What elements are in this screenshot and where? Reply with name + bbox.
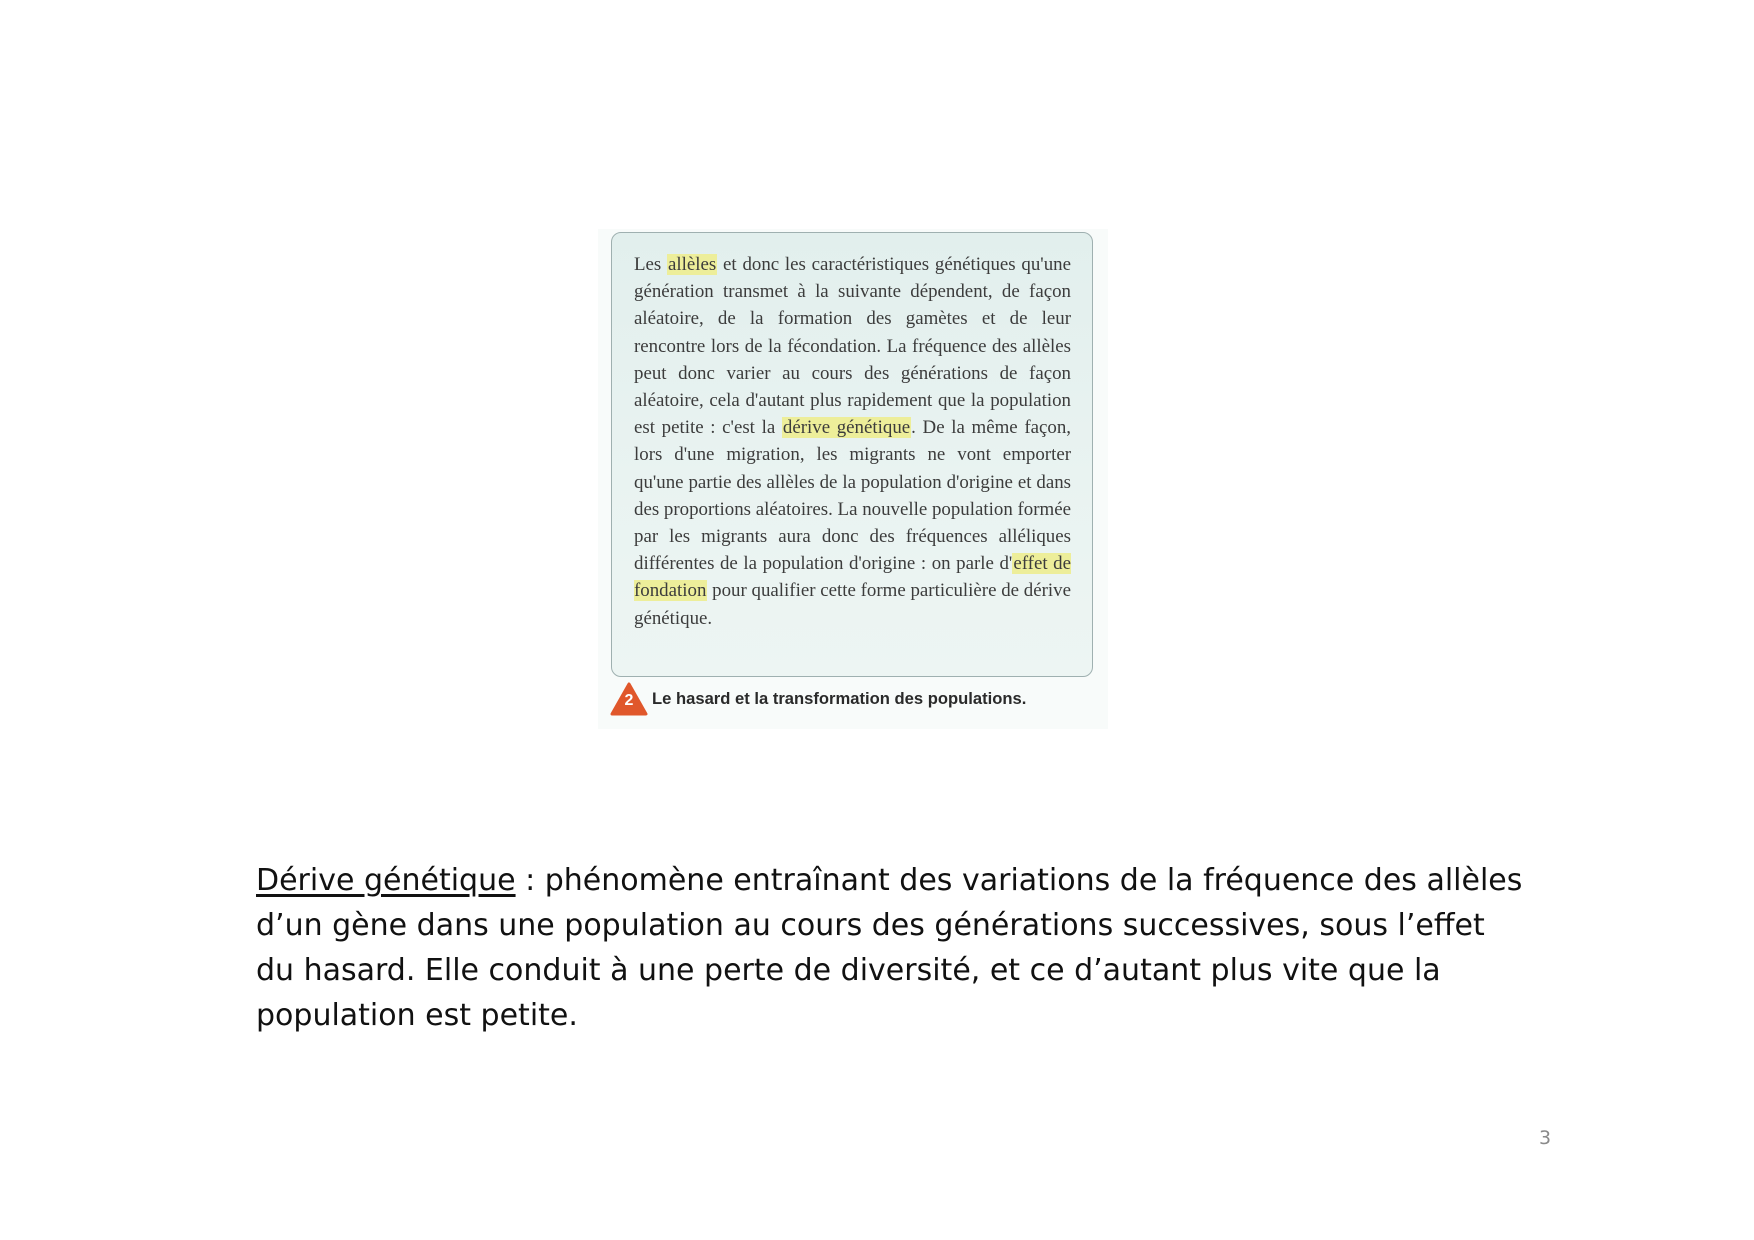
textbook-excerpt-image [598,229,1108,729]
highlighted-term-effet-de-fondation: effet de fondation [634,553,1071,602]
excerpt-segment: et donc les caractéristiques génétiques qu'une génération transmet à la suivante dépendent, de façon aléatoire, de la formation des gamètes et de leur rencontre lors de la fécondation. La fréquence des allèles peut donc varier au cours des générations de façon aléatoire, cela d'autant plus rapidement que la population est petite : c'est la [634,254,1071,439]
excerpt-segment: Les [634,254,668,275]
definition-term: Dérive génétique [256,863,516,898]
excerpt-paragraph [634,251,1071,632]
excerpt-segment: . De la même façon, lors d'une migration, les migrants ne vont emporter qu'une partie des allèles de la population d'origine et dans des proportions aléatoires. La nouvelle population formée par les migrants aura donc des fréquences alléliques différentes de la population d'origine : on parle d' [634,417,1071,575]
caption-number: 2 [624,692,634,709]
definition-paragraph [256,858,1526,1038]
caption-text: Le hasard et la transformation des populations. [652,689,1027,708]
triangle-badge-icon [610,682,648,716]
highlighted-term-derive-genetique: dérive génétique [782,417,911,439]
definition-body: : phénomène entraînant des variations de la fréquence des allèles d’un gène dans une population au cours des générations successives, sous l’effet du hasard. Elle conduit à une perte de diversité, et ce d’autant plus vite que la population est petite. [256,863,1523,1033]
page-number: 3 [1538,1127,1552,1149]
excerpt-text-box [611,232,1093,677]
excerpt-segment: pour qualifier cette forme particulière de dérive génétique. [634,580,1071,629]
highlighted-term-alleles: allèles [668,254,717,275]
excerpt-caption [610,682,1100,716]
